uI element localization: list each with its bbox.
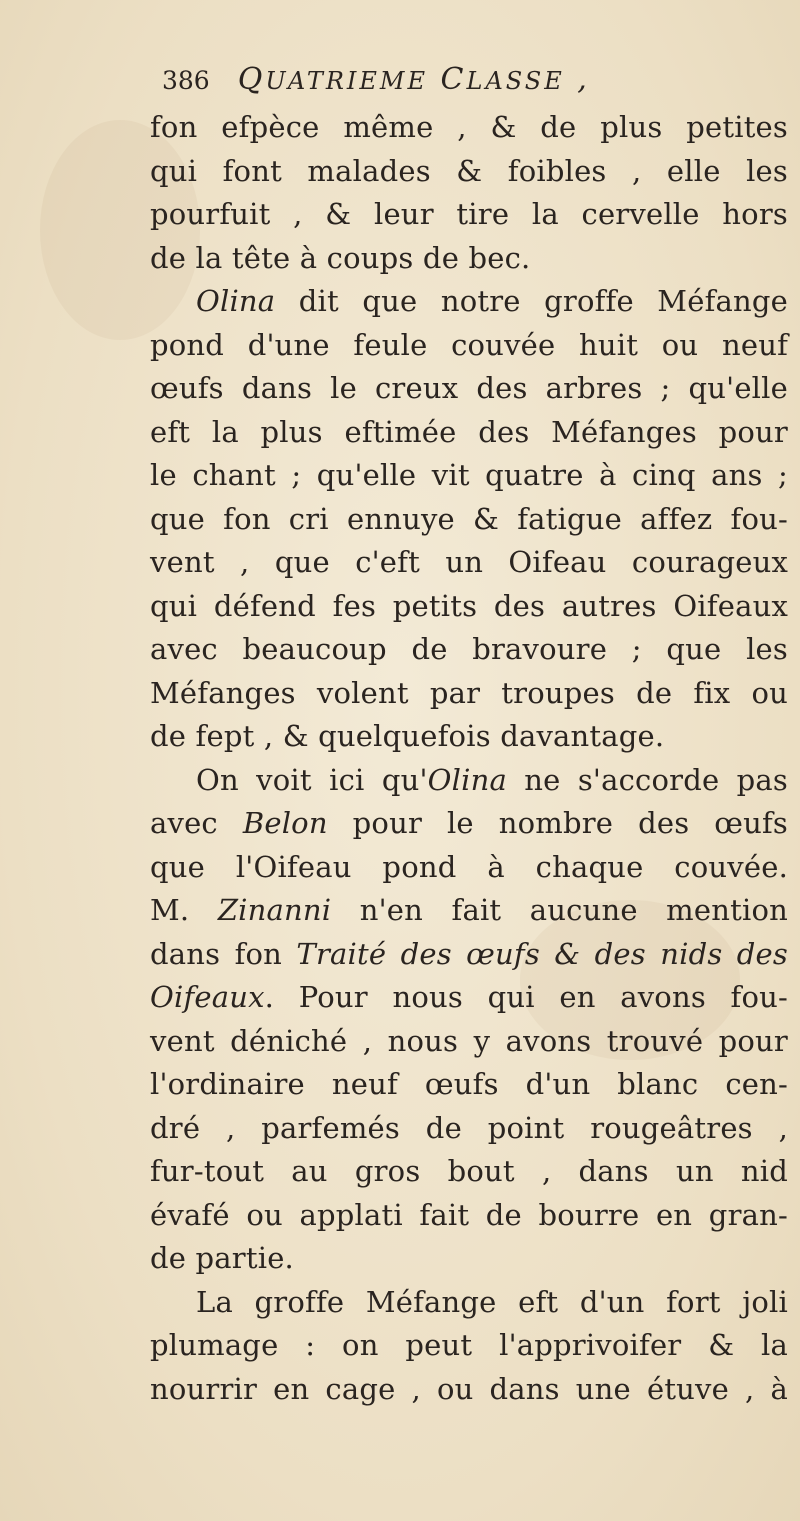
- text-line: [150, 1194, 788, 1238]
- text-span: On voit ici qu': [196, 762, 428, 797]
- text-span: de la tête à coups de bec.: [150, 240, 531, 275]
- text-line: [150, 715, 788, 759]
- text-line: [150, 1281, 788, 1325]
- italic-span: Traité des œufs & des nids des: [296, 936, 788, 971]
- text-span: que fon cri ennuye & fatigue affez fou-: [150, 501, 788, 536]
- text-line: [150, 846, 788, 890]
- text-line: [150, 454, 788, 498]
- text-line: [150, 1368, 788, 1412]
- text-span: vent déniché , nous y avons trouvé pour: [150, 1023, 788, 1058]
- text-line: [150, 1107, 788, 1151]
- text-span: dré , parfemés de point rougeâtres ,: [150, 1110, 788, 1145]
- text-line: [150, 628, 788, 672]
- text-span: eft la plus eftimée des Méfanges pour: [150, 414, 788, 449]
- running-head-part: LASSE: [466, 67, 565, 95]
- text-span: dans fon: [150, 936, 297, 971]
- text-line: [150, 541, 788, 585]
- text-span: pourfuit , & leur tire la cervelle hors: [150, 197, 788, 231]
- text-span: œufs dans le creux des arbres ; qu'elle: [150, 371, 788, 405]
- running-head: [238, 62, 590, 97]
- text-span: fur-tout au gros bout , dans un nid: [150, 1154, 788, 1188]
- text-line: [150, 150, 788, 194]
- text-span: Méfanges volent par troupes de fix ou: [150, 675, 788, 710]
- text-span: vent , que c'eft un Oifeau courageux: [150, 545, 788, 579]
- text-span: de partie.: [150, 1241, 294, 1275]
- running-head-part: C: [428, 62, 467, 97]
- page-header: [162, 62, 788, 108]
- text-span: La groffe Méfange eft d'un fort joli: [196, 1284, 788, 1319]
- running-head-part: UATRIEME: [265, 67, 429, 95]
- text-line: [150, 411, 788, 455]
- text-line: [150, 1237, 788, 1281]
- text-span: nourrir en cage , ou dans une étuve , à: [150, 1371, 788, 1406]
- italic-span: Belon: [242, 806, 328, 840]
- running-head-part: ,: [564, 62, 590, 97]
- text-span: ne s'accorde pas: [506, 762, 788, 797]
- text-span: le chant ; qu'elle vit quatre à cinq ans ;: [150, 458, 788, 492]
- italic-span: Olina: [196, 284, 276, 318]
- text-span: n'en fait aucune mention: [331, 893, 788, 927]
- text-span: plumage : on peut l'apprivoifer & la: [150, 1328, 788, 1362]
- text-line: [150, 889, 788, 933]
- text-span: fon efpèce même , & de plus petites: [150, 110, 788, 144]
- text-span: qui font malades & foibles , elle les: [150, 153, 788, 188]
- text-span: dit que notre groffe Méfange: [275, 284, 788, 318]
- text-line: [150, 106, 788, 150]
- text-line: [150, 324, 788, 368]
- text-span: . Pour nous qui en avons fou-: [264, 980, 788, 1014]
- text-line: [150, 237, 788, 281]
- text-span: de fept , & quelquefois davantage.: [150, 719, 665, 753]
- text-line: [150, 976, 788, 1020]
- text-line: [150, 280, 788, 324]
- text-line: [150, 585, 788, 629]
- text-line: [150, 367, 788, 411]
- text-line: [150, 1063, 788, 1107]
- text-span: pond d'une feule couvée huit ou neuf: [150, 327, 788, 362]
- text-span: M.: [150, 893, 218, 927]
- text-line: [150, 1020, 788, 1064]
- text-line: [150, 672, 788, 716]
- book-page: [150, 62, 789, 1406]
- italic-span: Oifeaux: [150, 980, 265, 1014]
- text-span: qui défend fes petits des autres Oifeaux: [150, 588, 788, 623]
- page-number: 386: [162, 66, 210, 95]
- body-text: [150, 106, 788, 1411]
- text-span: l'ordinaire neuf œufs d'un blanc cen-: [150, 1067, 788, 1101]
- text-line: [150, 193, 788, 237]
- italic-span: Zinanni: [217, 893, 332, 927]
- text-span: avec beaucoup de bravoure ; que les: [150, 632, 788, 666]
- running-head-part: Q: [237, 62, 266, 97]
- text-line: [150, 498, 788, 542]
- text-span: que l'Oifeau pond à chaque couvée.: [150, 849, 788, 884]
- text-span: évafé ou applati fait de bourre en gran-: [150, 1197, 788, 1232]
- text-line: [150, 759, 788, 803]
- text-line: [150, 1324, 788, 1368]
- text-line: [150, 1150, 788, 1194]
- text-span: avec: [150, 806, 243, 840]
- text-line: [150, 933, 788, 977]
- italic-span: Olina: [427, 762, 507, 797]
- text-line: [150, 802, 788, 846]
- text-span: pour le nombre des œufs: [327, 806, 789, 840]
